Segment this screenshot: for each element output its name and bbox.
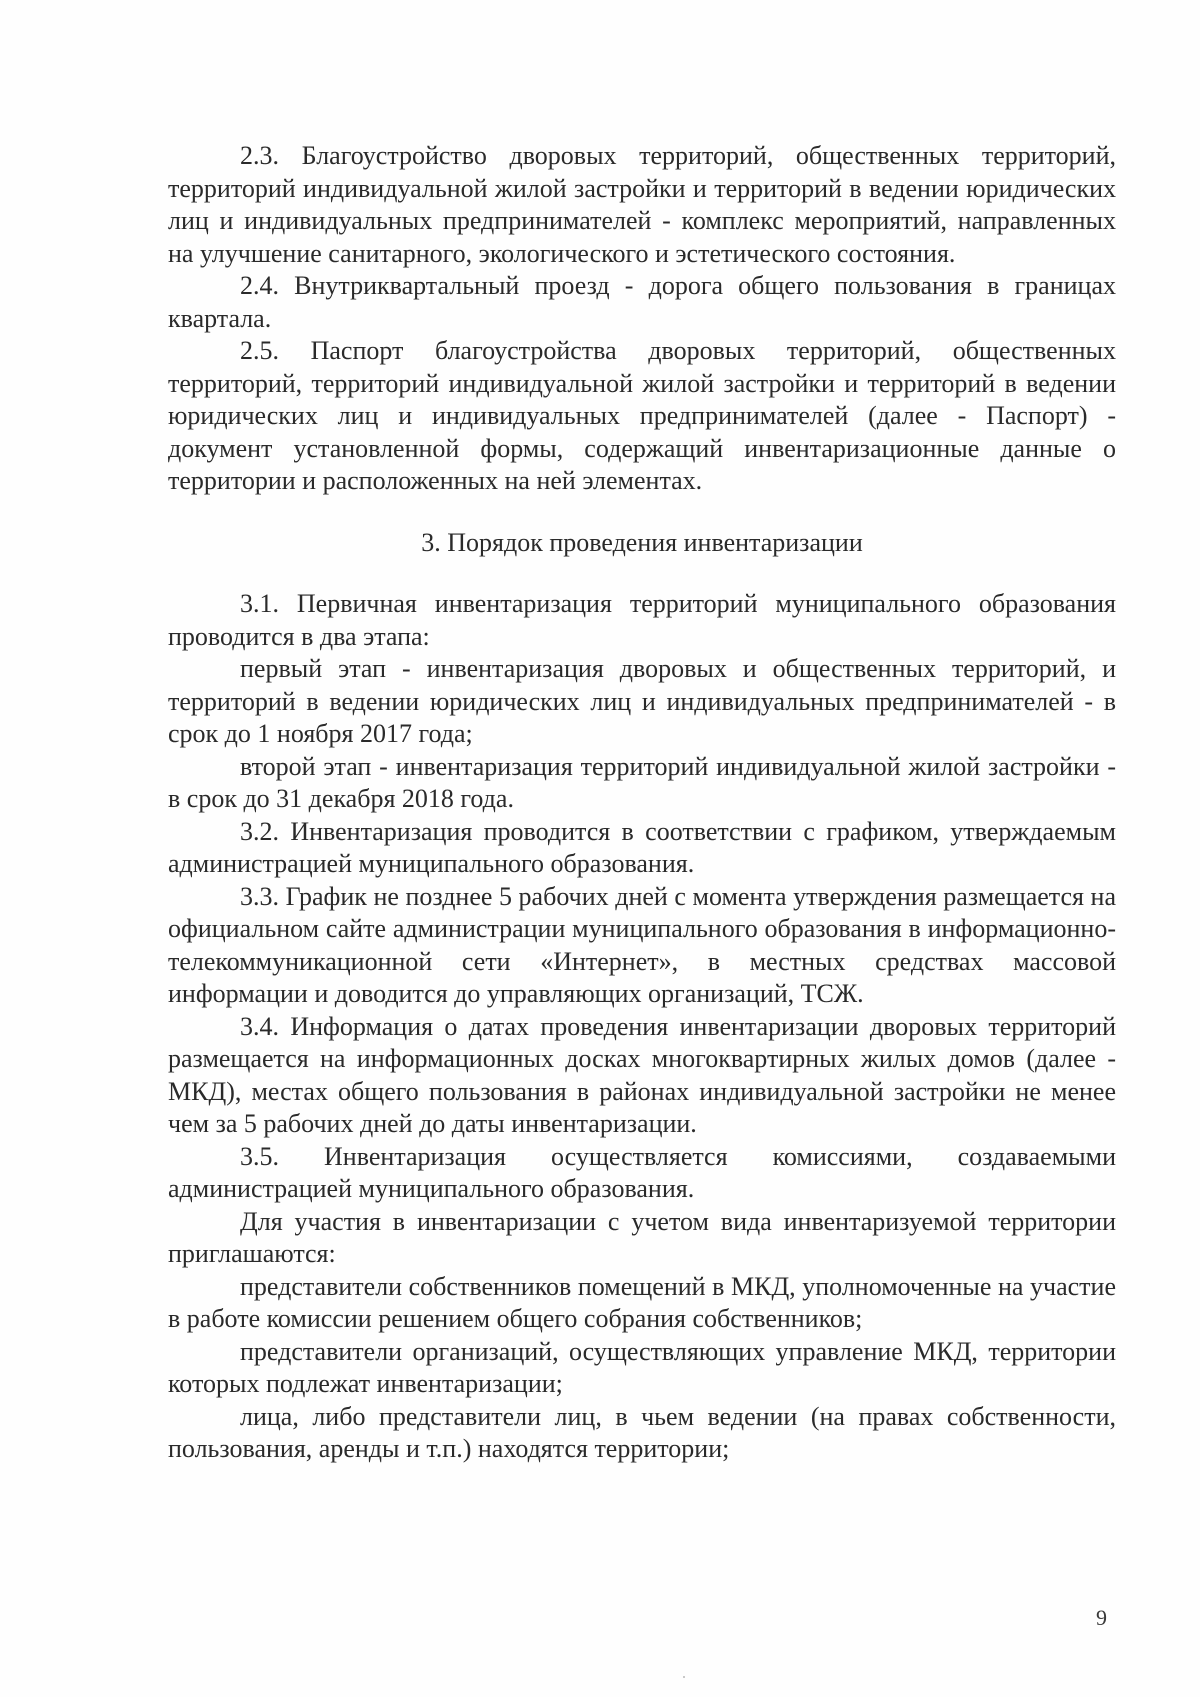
paragraph-territory-holders: лица, либо представители лиц, в чьем ведении (на правах собственности, пользования, аренды и т.п.) находятся территории; [168,1401,1116,1463]
paragraph-3-2: 3.2. Инвентаризация проводится в соответствии с графиком, утверждаемым администрацией муниципального образования. [168,816,1116,878]
paragraph-2-3: 2.3. Благоустройство дворовых территорий, общественных территорий, территорий индивидуальной жилой застройки и территорий в ведении юридических лиц и индивидуальных предпринимателей - комплекс мероприятий, направленных на улучшение санитарного, экологического и эстетического состояния. [168,141,1116,268]
scan-speck [683,1676,685,1678]
page-number: 9 [1096,1605,1107,1630]
paragraph-3-3: 3.3. График не позднее 5 рабочих дней с момента утверждения размещается на официальном сайте администрации муниципального образования в информационно-телекоммуникационной сети «Интернет», в местных средствах массовой информации и доводится до управляющих организаций, ТСЖ. [168,881,1116,1008]
paragraph-stage-two: второй этап - инвентаризация территорий индивидуальной жилой застройки - в срок до 31 декабря 2018 года. [168,751,1116,813]
paragraph-participants-intro: Для участия в инвентаризации с учетом вида инвентаризуемой территории приглашаются: [168,1206,1116,1268]
document-body [168,140,1116,1466]
section-heading: 3. Порядок проведения инвентаризации [421,527,863,557]
paragraph-management-representatives: представители организаций, осуществляющих управление МКД, территории которых подлежат инвентаризации; [168,1336,1116,1398]
paragraph-3-4: 3.4. Информация о датах проведения инвентаризации дворовых территорий размещается на информационных досках многоквартирных жилых домов (далее - МКД), местах общего пользования в районах индивидуальной застройки не менее чем за 5 рабочих дней до даты инвентаризации. [168,1011,1116,1138]
paragraph-owners-representatives: представители собственников помещений в МКД, уполномоченные на участие в работе комиссии решением общего собрания собственников; [168,1271,1116,1333]
paragraph-3-1: 3.1. Первичная инвентаризация территорий муниципального образования проводится в два этапа: [168,589,1116,651]
paragraph-3-5: 3.5. Инвентаризация осуществляется комиссиями, создаваемыми администрацией муниципального образования. [168,1141,1116,1203]
paragraph-2-5: 2.5. Паспорт благоустройства дворовых территорий, общественных территорий, территорий индивидуальной жилой застройки и территорий в ведении юридических лиц и индивидуальных предпринимателей (далее - Паспорт) - документ установленной формы, содержащий инвентаризационные данные о территории и расположенных на ней элементах. [168,336,1116,495]
paragraph-stage-one: первый этап - инвентаризация дворовых и общественных территорий, и территорий в ведении юридических лиц и индивидуальных предпринимателей - в срок до 1 ноября 2017 года; [168,654,1116,748]
paragraph-2-4: 2.4. Внутриквартальный проезд - дорога общего пользования в границах квартала. [168,271,1116,333]
